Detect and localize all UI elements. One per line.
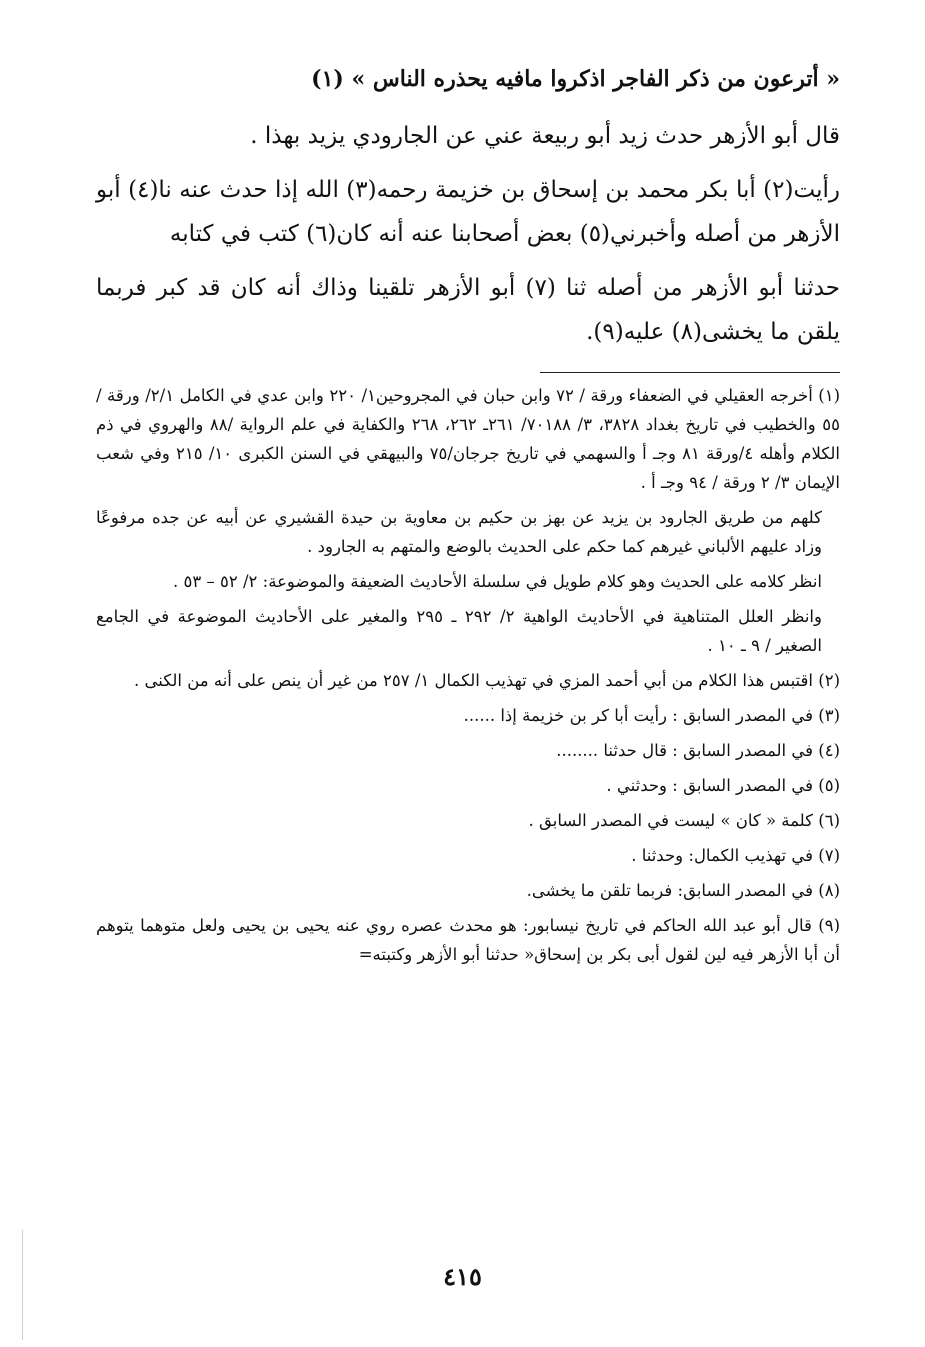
footnote-1-continuation-b: انظر كلامه على الحديث وهو كلام طويل في سلسلة الأحاديث الضعيفة والموضوعة: ٢/ ٥٢ – ٥٣ . bbox=[173, 572, 822, 591]
footnote-1: (١) أخرجه العقيلي في الضعفاء ورقة / ٧٢ وابن حبان في المجروحين١/ ٢٢٠ وابن عدي في الكامل ٢/١/ ورقة / ٥٥ والخطيب في تاريخ بغداد ٣٨٢٨، ٣/ ٧٠١٨٨/ ٢٦١ـ ٢٦٢، ٢٦٨ والكفاية في علم الرواية /٨٨ والهروي في ذم الكلام وأهله ٤/ورقة ٨١ وجـ أ والسهمي في تاريخ جرجان/٧٥ والبيهقي في السنن الكبرى ١٠/ ٢١٥ وفي شعب الإيمان ٣/ ٢ ورقة / ٩٤ وجـ أ . bbox=[96, 386, 841, 492]
footnote-6: (٦) كلمة « كان » ليست في المصدر السابق . bbox=[528, 811, 840, 830]
footnotes bbox=[96, 381, 840, 969]
footnote-9: (٩) قال أبو عبد الله الحاكم في تاريخ نيسابور: هو محدث عصره روي عنه يحيى بن يحيى ولعل متوهما يتوهم أن أبا الأزهر فيه لين لقول أبى بكر بن إسحاق« حدثنا أبو الأزهر وكتبته= bbox=[96, 916, 840, 964]
page-title: « أترعون من ذكر الفاجر اذكروا مافيه يحذره الناس » (١) bbox=[311, 66, 840, 92]
footnote-3: (٣) في المصدر السابق : رأيت أبا كر بن خزيمة إذا ...... bbox=[463, 706, 840, 725]
page-content bbox=[96, 62, 840, 975]
paragraph-3: حدثنا أبو الأزهر من أصله ثنا (٧) أبو الأزهر تلقينا وذاك أنه كان قد كبر فربما يلقن ما يخشى(٨) عليه(٩). bbox=[96, 275, 840, 345]
paragraph-1: قال أبو الأزهر حدث زيد أبو ربيعة عني عن الجارودي يزيد بهذا . bbox=[250, 123, 840, 149]
page-number: ٤١٥ bbox=[443, 1262, 482, 1291]
footnote-5: (٥) في المصدر السابق : وحدثني . bbox=[606, 776, 840, 795]
scan-edge-mark bbox=[22, 1230, 23, 1340]
footnote-separator bbox=[540, 372, 840, 373]
footnote-4: (٤) في المصدر السابق : قال حدثنا ........ bbox=[556, 741, 840, 760]
footnote-1-continuation-a: كلهم من طريق الجارود بن يزيد عن بهز بن حكيم بن معاوية بن حيدة القشيري عن أبيه عن جده مرفوعًا وزاد عليهم الألباني غيرهم كما حكم على الحديث بالوضع والمتهم به الجارود . bbox=[96, 508, 822, 556]
footnote-7: (٧) في تهذيب الكمال: وحدثنا . bbox=[631, 846, 840, 865]
footnote-1-continuation-c: وانظر العلل المتناهية في الأحاديث الواهية ٢/ ٢٩٢ ـ ٢٩٥ والمغير على الأحاديث الموضوعة في الجامع الصغير / ٩ ـ ١٠ . bbox=[96, 607, 822, 655]
footnote-8: (٨) في المصدر السابق: فربما تلقن ما يخشى. bbox=[526, 881, 840, 900]
footnote-2: (٢) اقتبس هذا الكلام من أبي أحمد المزي في تهذيب الكمال ١/ ٢٥٧ من غير أن ينص على أنه من الكنى . bbox=[134, 671, 840, 690]
paragraph-2: رأيت(٢) أبا بكر محمد بن إسحاق بن خزيمة رحمه(٣) الله إذا حدث عنه نا(٤) أبو الأزهر من أصله وأخبرني(٥) بعض أصحابنا عنه أنه كان(٦) كتب في كتابه bbox=[96, 177, 840, 247]
